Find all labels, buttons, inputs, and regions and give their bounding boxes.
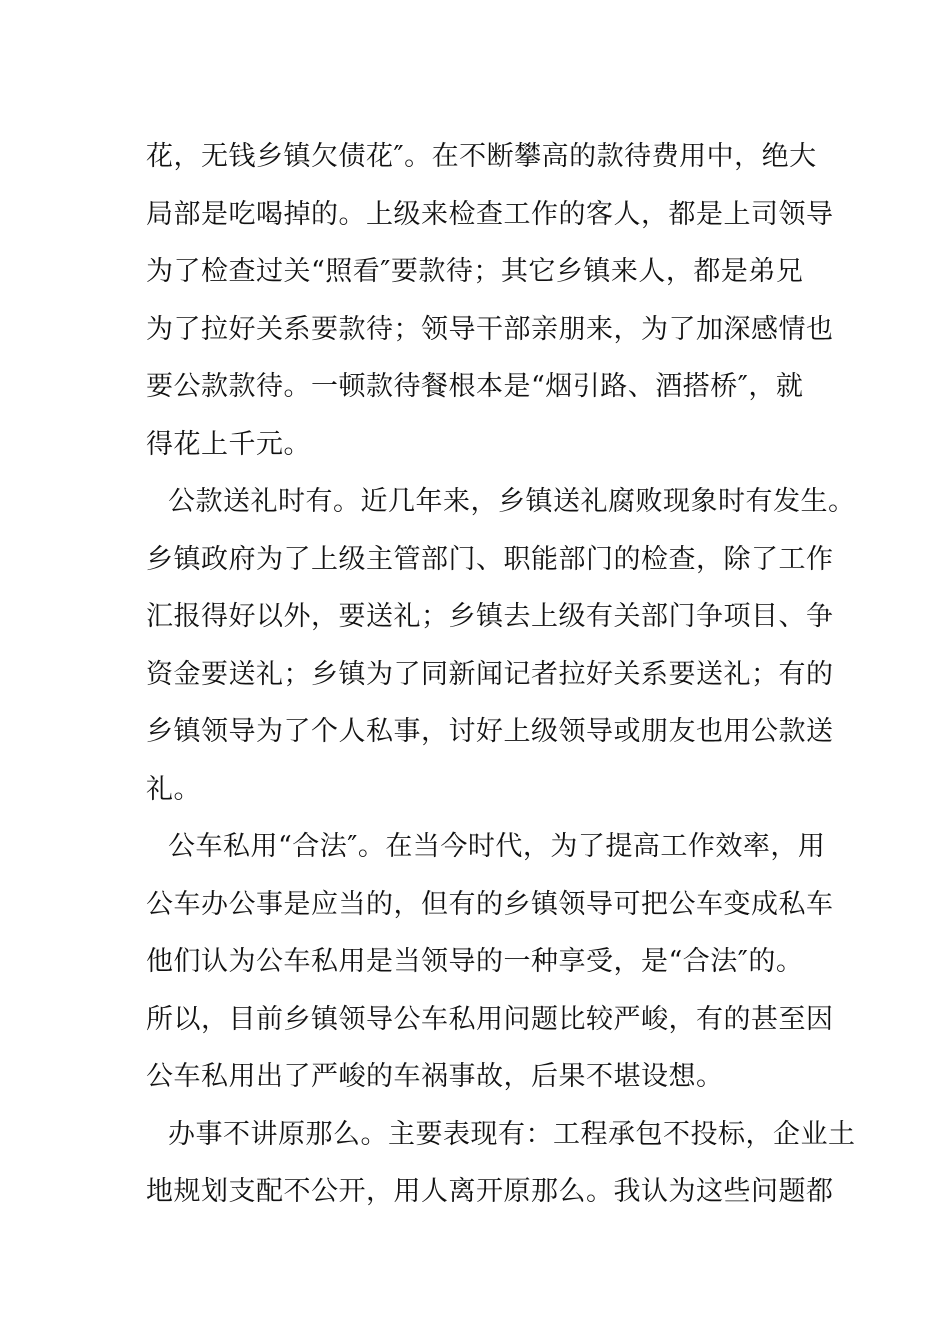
text-line: 礼。: [146, 773, 201, 805]
text-line: 汇报得好以外，要送礼；乡镇去上级有关部门争项目、争: [146, 601, 834, 632]
text-line: 所以，目前乡镇领导公车私用问题比较严峻，有的甚至因: [146, 1003, 834, 1035]
text-line: 乡镇领导为了个人私事，讨好上级领导或朋友也用公款送: [146, 716, 834, 747]
document-body: [146, 128, 856, 1221]
paragraph-first-line: 公款送礼时有。近几年来，乡镇送礼腐败现象时有发生。: [168, 486, 856, 517]
text-line: 为了拉好关系要款待；领导干部亲朋来，为了加深感情也: [146, 313, 834, 345]
text-line: 公车办公事是应当的，但有的乡镇领导可把公车变成私车: [146, 888, 834, 920]
text-line: 为了检查过关“照看″要款待；其它乡镇来人，都是弟兄: [146, 256, 804, 287]
text-line: 要公款款待。一顿款待餐根本是“烟引路、酒搭桥″，就: [146, 371, 804, 402]
paragraph-first-line: 公车私用“合法″。在当今时代，为了提高工作效率，用: [168, 831, 826, 862]
paragraph-first-line: 办事不讲原那么。主要表现有：工程承包不投标，企业土: [168, 1118, 856, 1150]
text-line: 得花上千元。: [146, 428, 311, 460]
text-line: 花，无钱乡镇欠债花″。在不断攀高的款待费用中，绝大: [146, 141, 817, 172]
text-line: 他们认为公车私用是当领导的一种享受，是“合法″的。: [146, 946, 804, 977]
text-line: 局部是吃喝掉的。上级来检查工作的客人，都是上司领导: [146, 198, 834, 230]
text-line: 公车私用出了严峻的车祸事故，后果不堪设想。: [146, 1061, 724, 1092]
text-line: 资金要送礼；乡镇为了同新闻记者拉好关系要送礼；有的: [146, 658, 834, 690]
text-line: 乡镇政府为了上级主管部门、职能部门的检查，除了工作: [146, 543, 834, 575]
text-line: 地规划支配不公开，用人离开原那么。我认为这些问题都: [146, 1176, 834, 1207]
